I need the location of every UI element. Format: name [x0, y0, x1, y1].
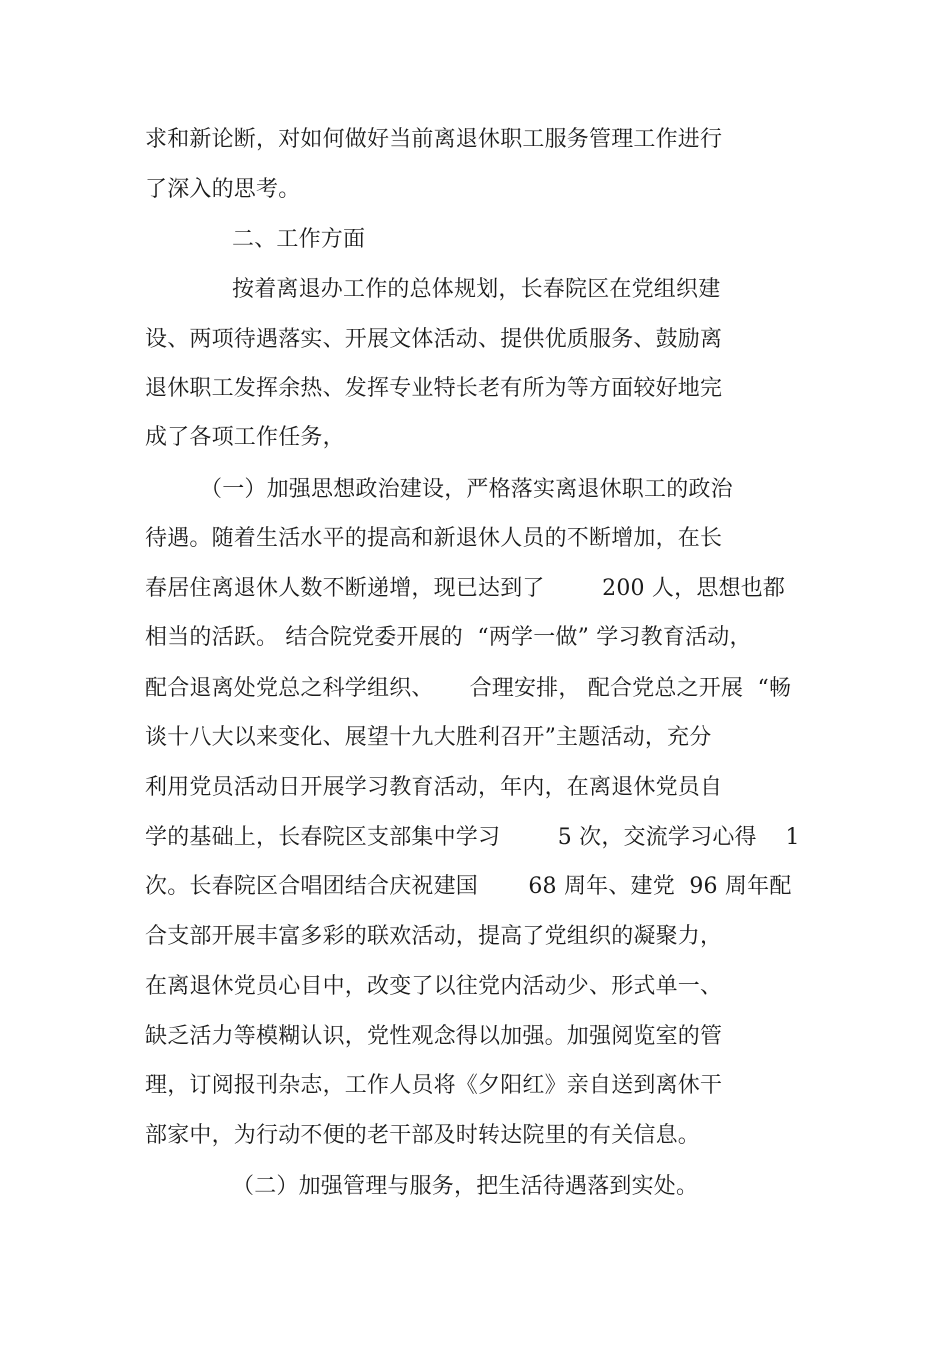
text-line-10: 春居住离退休人数不断递增，现已达到了 200 人，思想也都	[145, 576, 786, 601]
text-line-7: 成了各项工作任务，	[145, 425, 345, 450]
subsection-heading-1: （一）加强思想政治建设，严格落实离退休职工的政治	[200, 477, 733, 502]
text-line-2: 了深入的思考。	[145, 177, 301, 202]
text-line-18: 在离退休党员心目中，改变了以往党内活动少、形式单一、	[145, 974, 723, 999]
text-line-14: 利用党员活动日开展学习教育活动，年内，在离退休党员自	[145, 775, 723, 800]
text-line-15: 学的基础上，长春院区支部集中学习 5 次，交流学习心得 1	[145, 825, 800, 850]
text-line-5: 设、两项待遇落实、开展文体活动、提供优质服务、鼓励离	[145, 327, 723, 352]
text-line-12: 配合退离处党总之科学组织、 合理安排， 配合党总之开展 “畅	[145, 676, 792, 701]
text-line-21: 部家中，为行动不便的老干部及时转达院里的有关信息。	[145, 1123, 701, 1148]
text-line-16: 次。长春院区合唱团结合庆祝建国 68 周年、建党 96 周年配	[145, 874, 792, 899]
text-line-13: 谈十八大以来变化、展望十九大胜利召开”主题活动，充分	[145, 725, 712, 750]
text-line-19: 缺乏活力等模糊认识，党性观念得以加强。加强阅览室的管	[145, 1024, 723, 1049]
text-line-17: 合支部开展丰富多彩的联欢活动，提高了党组织的凝聚力，	[145, 924, 723, 949]
text-line-9: 待遇。随着生活水平的提高和新退休人员的不断增加，在长	[145, 526, 723, 551]
text-line-20: 理，订阅报刊杂志，工作人员将《夕阳红》亲自送到离休干	[145, 1073, 723, 1098]
text-line-4: 按着离退办工作的总体规划，长春院区在党组织建	[232, 277, 721, 302]
text-line-11: 相当的活跃。 结合院党委开展的 “两学一做” 学习教育活动，	[145, 625, 752, 650]
text-line-1: 求和新论断，对如何做好当前离退休职工服务管理工作进行	[145, 127, 723, 152]
text-line-6: 退休职工发挥余热、发挥专业特长老有所为等方面较好地完	[145, 376, 723, 401]
subsection-heading-2: （二）加强管理与服务，把生活待遇落到实处。	[232, 1174, 699, 1199]
section-heading: 二、工作方面	[232, 227, 366, 252]
